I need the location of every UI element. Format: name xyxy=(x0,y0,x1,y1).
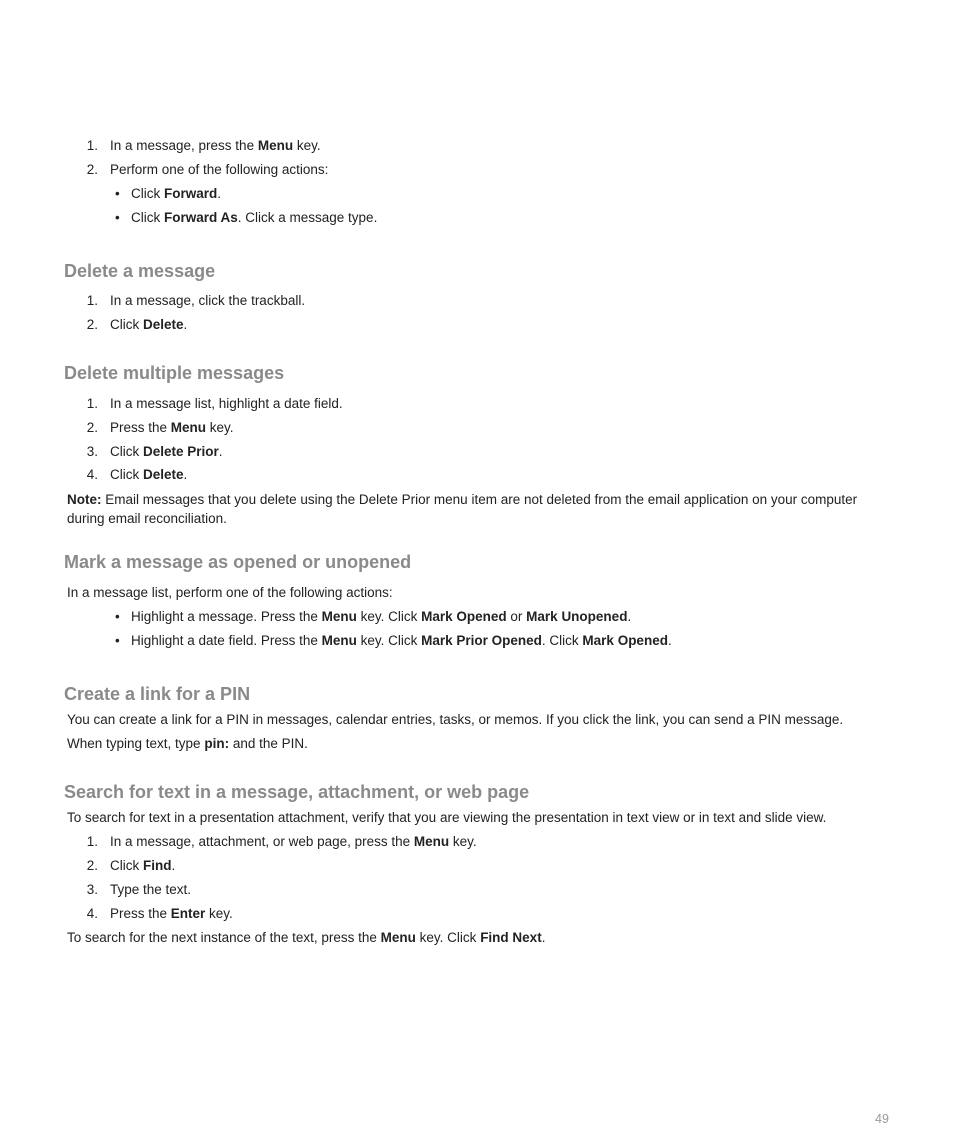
mark-opened-label: Mark Opened xyxy=(421,609,507,624)
section-heading-pin-link: Create a link for a PIN xyxy=(64,684,251,704)
note-label: Note: xyxy=(67,492,102,507)
bullet-icon: • xyxy=(115,633,120,648)
menu-key-label: Menu xyxy=(170,420,207,435)
list-number: 3. xyxy=(86,444,98,459)
list-item: In a message list, highlight a date field. xyxy=(110,396,343,411)
text: . xyxy=(667,633,672,648)
text: . xyxy=(627,609,632,624)
list-number: 2. xyxy=(86,858,98,873)
page-number: 49 xyxy=(875,1112,889,1126)
find-label: Find xyxy=(143,858,172,873)
list-number: 1. xyxy=(86,834,98,849)
text: . xyxy=(541,930,546,945)
find-next-label: Find Next xyxy=(480,930,542,945)
text: key. xyxy=(449,834,477,849)
delete-label: Delete xyxy=(143,467,184,482)
bullet-item xyxy=(131,209,377,227)
menu-key-label: Menu xyxy=(413,834,450,849)
bullet-icon: • xyxy=(115,210,120,225)
paragraph: In a message list, perform one of the following actions: xyxy=(67,585,393,600)
list-item xyxy=(110,137,321,155)
text: Press the xyxy=(110,420,171,435)
text: or xyxy=(506,609,527,624)
list-item xyxy=(110,466,187,484)
text: . xyxy=(171,858,176,873)
paragraph: To search for text in a presentation attachment, verify that you are viewing the presentation in text view or in text and slide view. xyxy=(67,810,827,825)
mark-prior-opened-label: Mark Prior Opened xyxy=(421,633,542,648)
bullet-icon: • xyxy=(115,186,120,201)
list-item: In a message, click the trackball. xyxy=(110,293,306,308)
enter-key-label: Enter xyxy=(170,906,206,921)
list-number: 4. xyxy=(86,467,98,482)
text: key. Click xyxy=(356,633,422,648)
list-item xyxy=(110,833,477,851)
text: key. xyxy=(206,420,234,435)
text: . Click xyxy=(541,633,583,648)
mark-unopened-label: Mark Unopened xyxy=(526,609,628,624)
text: In a message, attachment, or web page, press the xyxy=(110,834,414,849)
forward-as-label: Forward As xyxy=(164,210,238,225)
section-heading-search-text: Search for text in a message, attachment, or web page xyxy=(64,782,530,802)
bullet-item xyxy=(131,632,672,650)
text: Click xyxy=(131,210,164,225)
section-heading-mark-opened: Mark a message as opened or unopened xyxy=(64,552,412,572)
text: Click xyxy=(110,858,143,873)
menu-key-label: Menu xyxy=(257,138,294,153)
forward-label: Forward xyxy=(164,186,218,201)
list-item: Perform one of the following actions: xyxy=(110,162,329,177)
text: When typing text, type xyxy=(67,736,205,751)
text: In a message, press the xyxy=(110,138,258,153)
text: . xyxy=(183,467,188,482)
list-item xyxy=(110,316,187,334)
text: To search for the next instance of the text, press the xyxy=(67,930,381,945)
paragraph xyxy=(67,929,545,947)
bullet-item xyxy=(131,608,631,626)
list-item xyxy=(110,419,234,437)
text: key. Click xyxy=(415,930,481,945)
list-item xyxy=(110,443,223,461)
text: . Click a message type. xyxy=(237,210,378,225)
paragraph xyxy=(67,735,308,753)
menu-key-label: Menu xyxy=(321,633,357,648)
list-number: 2. xyxy=(86,162,98,177)
text: Email messages that you delete using the Delete Prior menu item are not deleted from the email application on your computer xyxy=(101,492,858,507)
list-number: 2. xyxy=(86,420,98,435)
text: Click xyxy=(131,186,164,201)
list-number: 2. xyxy=(86,317,98,332)
list-item xyxy=(110,857,175,875)
list-item xyxy=(110,905,233,923)
text: Click xyxy=(110,444,143,459)
list-number: 1. xyxy=(86,396,98,411)
list-number: 1. xyxy=(86,293,98,308)
delete-label: Delete xyxy=(143,317,184,332)
list-item: Type the text. xyxy=(110,882,192,897)
text: Highlight a date field. Press the xyxy=(131,633,322,648)
menu-key-label: Menu xyxy=(321,609,357,624)
list-number: 4. xyxy=(86,906,98,921)
text: . xyxy=(218,444,223,459)
text: . xyxy=(183,317,188,332)
bullet-item xyxy=(131,185,221,203)
mark-opened-label: Mark Opened xyxy=(582,633,668,648)
section-heading-delete-multiple: Delete multiple messages xyxy=(64,363,285,383)
bullet-icon: • xyxy=(115,609,120,624)
paragraph: You can create a link for a PIN in messages, calendar entries, tasks, or memos. If you click the link, you can send a PIN message. xyxy=(67,712,844,727)
pin-prefix-label: pin: xyxy=(204,736,230,751)
section-heading-delete-message: Delete a message xyxy=(64,261,216,281)
text: and the PIN. xyxy=(229,736,308,751)
list-number: 3. xyxy=(86,882,98,897)
note-line-2: during email reconciliation. xyxy=(67,511,227,526)
menu-key-label: Menu xyxy=(380,930,416,945)
delete-prior-label: Delete Prior xyxy=(143,444,219,459)
text: key. Click xyxy=(356,609,422,624)
text: . xyxy=(217,186,222,201)
list-number: 1. xyxy=(86,138,98,153)
text: key. xyxy=(205,906,233,921)
text: Press the xyxy=(110,906,171,921)
text: key. xyxy=(293,138,321,153)
text: Click xyxy=(110,317,143,332)
note-line-1 xyxy=(67,491,857,509)
text: Click xyxy=(110,467,143,482)
text: Highlight a message. Press the xyxy=(131,609,322,624)
